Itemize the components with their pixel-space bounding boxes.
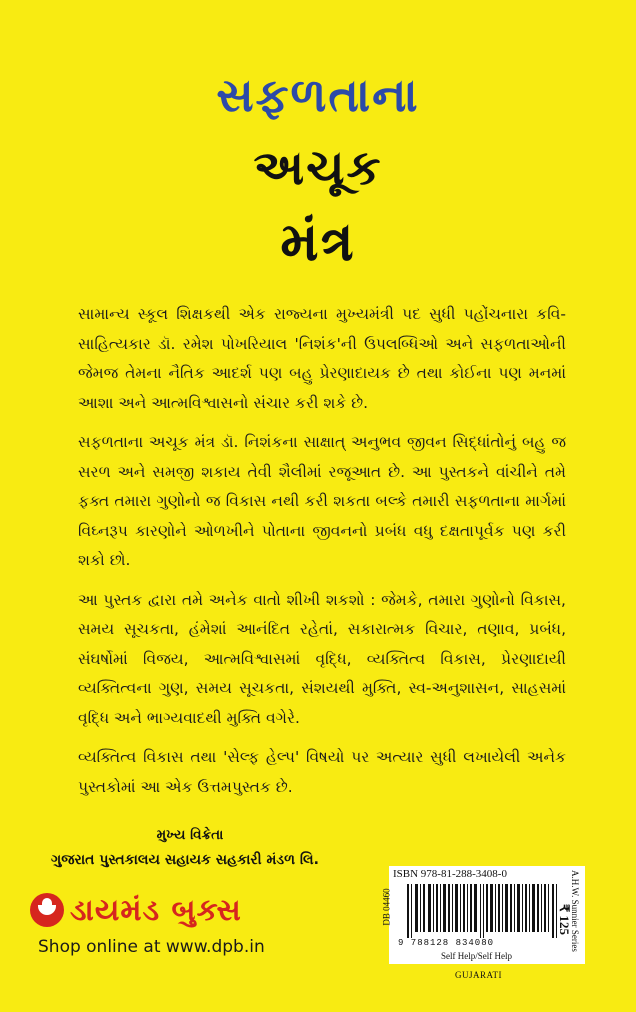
publisher-logo — [30, 888, 242, 932]
db-code-text: DB 04460 — [381, 888, 392, 926]
diamond-books-logo-icon — [30, 893, 64, 927]
title-line-1: સફળતાના — [216, 68, 420, 122]
title-line-3: મંત્ર — [280, 210, 356, 273]
blurb-paragraph-2: સફળતાના અચૂક મંત્ર ડૉ. નિશંકના સાક્ષાત્ અનુભવ જીવન સિદ્ધાંતોનું બહુ જ સરળ અને સમજી શકાય તેવી શૈલીમાં રજૂઆત છે. આ પુસ્તકને વાંચીને તમે ફક્ત તમારા ગુણોનો જ વિકાસ નથી કરી શકતા બલ્કે તમારી સફળતાના માર્ગમાં વિઘ્નરૂપ કારણોને ઓળખીને પોતાના જીવનનો પ્રબંધ વધુ દક્ષતાપૂર્વક પણ કરી શકો છો. — [78, 433, 566, 569]
title-line-2: અચૂક — [253, 140, 383, 196]
publisher-logo-text: ડાયમંડ બુક્સ — [70, 892, 242, 928]
price-text: ₹ 125 — [557, 904, 572, 936]
blurb-paragraph-1: સામાન્ય સ્કૂલ શિક્ષકથી એક રાજ્યના મુખ્યમંત્રી પદ સુધી પહોંચનારા કવિ-સાહિત્યકાર ડૉ. રમેશ પોખરિયાલ 'નિશંક'ની ઉપલબ્ધિઓ અને સફળતાઓની જેમજ તેમના નૈતિક આદર્શ પણ બહુ પ્રેરણાદાયક છે તથા કોઈના પણ મનમાં આશા અને આત્મવિશ્વાસનો સંચાર કરી શકે છે. — [78, 305, 566, 412]
seller-label: મુખ્ય વિક્રેતા — [156, 827, 224, 843]
price-strip — [557, 866, 584, 964]
barcode-digits: 9 788128 834080 — [398, 938, 495, 948]
shop-online-text: Shop online at www.dpb.in — [38, 937, 265, 957]
category-label: Self Help/Self Help — [441, 951, 512, 961]
blurb-paragraph-3: આ પુસ્તક દ્વારા તમે અનેક વાતો શીખી શકશો : જેમકે, તમારા ગુણોનો વિકાસ, સમય સૂચકતા, હંમેશાં આનંદિત રહેતાં, સકારાત્મક વિચાર, તણાવ, પ્રબંધ, સંઘર્ષોમાં વિજય, આત્મવિશ્વાસમાં વૃદ્ધિ, વ્યક્તિત્વ વિકાસ, પ્રેરણાદાયી વ્યક્તિત્વના ગુણ, સમય સૂચકતા, સંશયથી મુક્તિ, સ્વ-અનુશાસન, સાહસમાં વૃદ્ધિ અને ભાગ્યવાદથી મુક્તિ વગેરે. — [78, 590, 566, 727]
blurb-paragraph-4: વ્યક્તિત્વ વિકાસ તથા 'સેલ્ફ હેલ્પ' વિષયો પર અત્યાર સુધી લખાયેલી અનેક પુસ્તકોમાં આ એક ઉત્તમપુસ્તક છે. — [78, 748, 566, 796]
seller-name: ગુજરાત પુસ્તકાલય સહાયક સહકારી મંડળ લિ. — [51, 852, 319, 868]
barcode-icon — [407, 884, 559, 938]
isbn-text: ISBN 978-81-288-3408-0 — [393, 868, 507, 880]
language-label: GUJARATI — [455, 970, 503, 980]
series-text: A.H.W. Sunnier Series — [570, 870, 580, 952]
db-code — [381, 884, 402, 936]
blurb-text — [78, 300, 566, 812]
